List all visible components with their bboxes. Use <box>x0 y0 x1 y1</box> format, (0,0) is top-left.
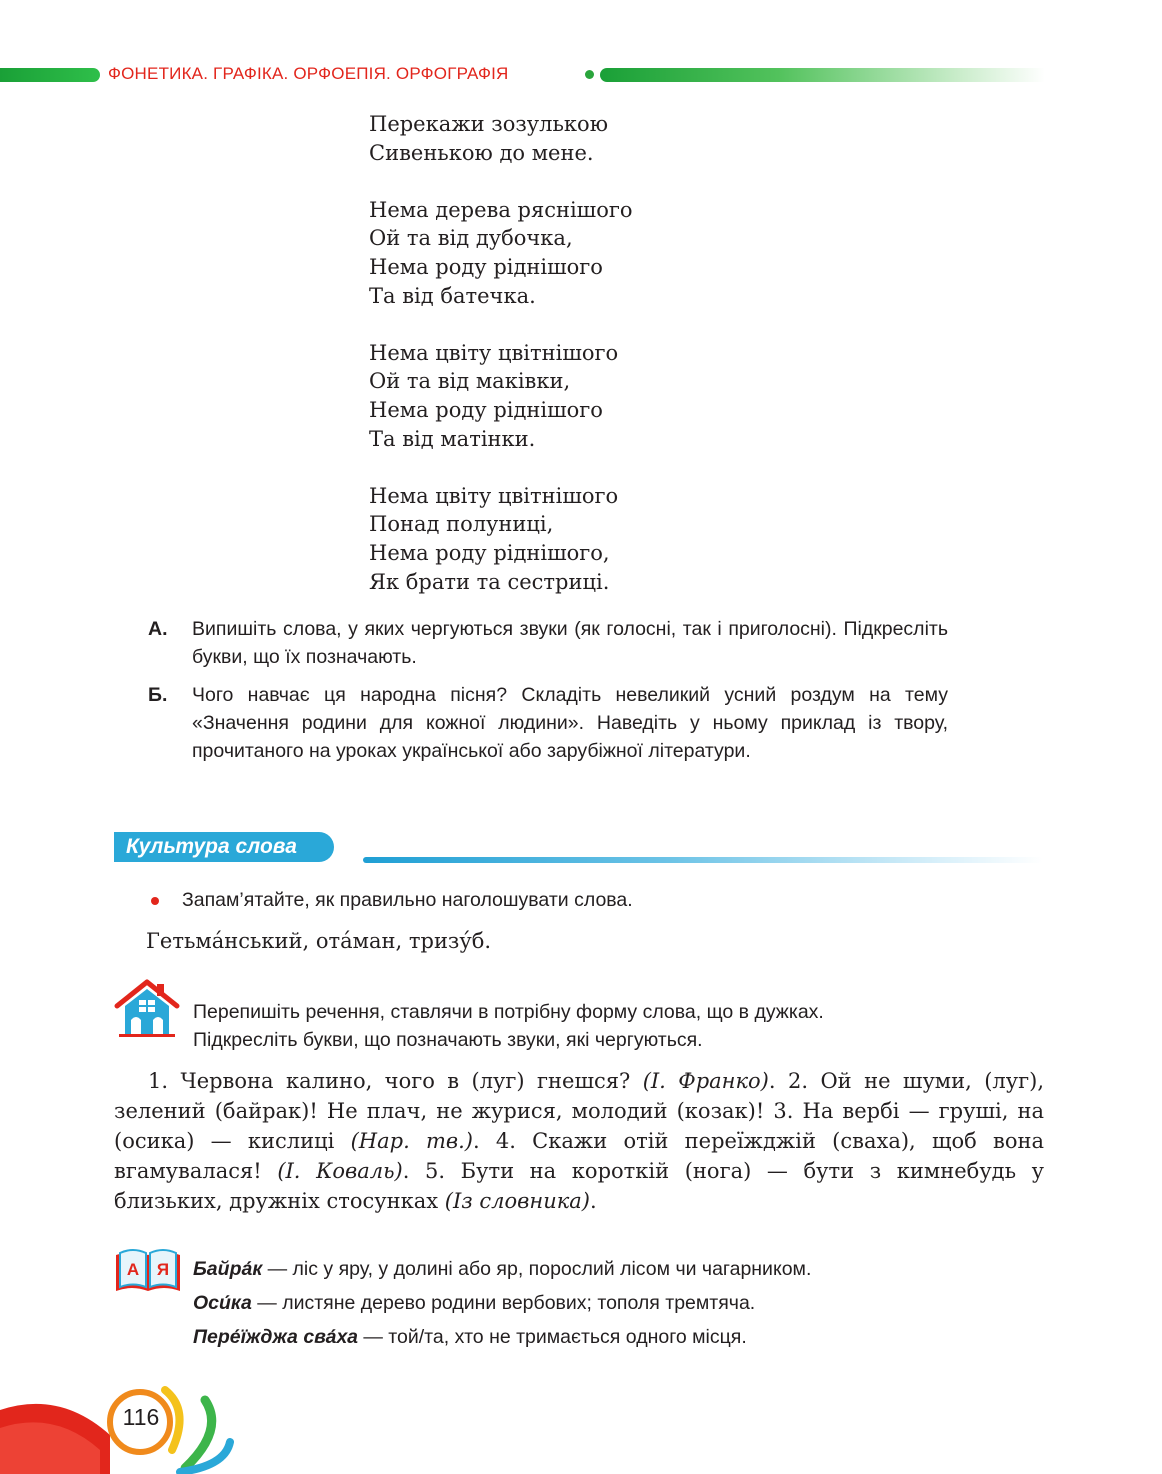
poem-line: Ой та від дубочка, <box>369 226 573 251</box>
culture-bullet: Запам’ятайте, як правильно наголошувати слова. <box>182 889 633 911</box>
source-citation: (І. Франко) <box>642 1069 769 1093</box>
exercise-segment: . 2. Ой не шуми, (луг), зелений (байрак)! Не плач, не журися, молодий (козак)! 3. На вербі — груші, на (осика) — кислиці <box>114 1069 1044 1153</box>
stress-words: Гетьма́нський, ота́ман, тризу́б. <box>146 929 492 953</box>
page-number: 116 <box>122 1404 160 1430</box>
instruction-line: Підкресліть букви, що позначають звуки, які чергуються. <box>193 1029 703 1051</box>
dictionary-book-icon <box>114 1245 182 1295</box>
exercise-segment: . <box>590 1189 597 1213</box>
poem-line: Ой та від маківки, <box>369 369 571 394</box>
header-dot <box>585 70 594 79</box>
dictionary-term: Оси́ка <box>193 1292 252 1314</box>
poem-stanza <box>369 196 633 310</box>
task-label: Б. <box>148 684 168 706</box>
poem-line: Та від батечка. <box>369 283 536 308</box>
dictionary-icon-letters: Я <box>156 1260 170 1279</box>
poem-stanza <box>369 339 633 453</box>
poem-line: Перекажи зозулькою <box>369 112 608 136</box>
poem-line: Як брати та сестриці. <box>369 569 610 594</box>
dictionary-entry <box>193 1320 811 1354</box>
culture-heading: Культура слова <box>114 832 334 862</box>
dictionary-definition: — листяне дерево родини вербових; тополя тремтяча. <box>251 1292 756 1314</box>
exercise-segment: 1. Червона калино, чого в (луг) гнешся? <box>148 1069 643 1093</box>
house-icon <box>113 978 181 1038</box>
task-b <box>148 681 948 765</box>
header-bar-right <box>600 68 1045 82</box>
poem-line: Понад полуниці, <box>369 512 554 537</box>
instruction-line: Перепишіть речення, ставлячи в потрібну форму слова, що в дужках. <box>193 1001 824 1023</box>
dictionary-definition: — той/та, хто не тримається одного місця. <box>357 1326 747 1348</box>
poem-line: Та від матінки. <box>369 426 536 451</box>
poem-line: Нема роду ріднішого, <box>369 540 610 565</box>
exercise-segment: . 5. Бути на короткій (нога) — бути з кимнебудь у близьких, дружніх стосунках <box>114 1159 1045 1213</box>
poem-stanza <box>369 110 633 167</box>
source-citation: (Із словника) <box>444 1189 590 1213</box>
dictionary-term: Байра́к <box>193 1258 263 1280</box>
dictionary-definition: — ліс у яру, у долині або яр, порослий лісом чи чагарником. <box>262 1258 812 1280</box>
task-text: Чого навчає ця народна пісня? Складіть невеликий усний роздум на тему «Значення родини для кожної людини». Наведіть у ньому приклад із твору, прочитаного на уроках української або зарубіжної літератури. <box>192 684 948 762</box>
task-label: А. <box>148 618 168 640</box>
task-text: Випишіть слова, у яких чергуються звуки (як голосні, так і приголосні). Підкресліть букви, що їх позначають. <box>192 618 948 668</box>
chapter-title: ФОНЕТИКА. ГРАФІКА. ОРФОЕПІЯ. ОРФОГРАФІЯ <box>108 64 509 83</box>
task-a <box>148 615 948 671</box>
header-bar-left <box>0 68 100 82</box>
source-citation: (І. Коваль) <box>277 1159 403 1183</box>
exercise-text <box>114 1066 1044 1216</box>
source-citation: (Нар. тв.) <box>350 1129 473 1153</box>
homework-instruction <box>193 998 824 1054</box>
dictionary-entry <box>193 1286 811 1320</box>
poem-line: Нема дерева ряснішого <box>369 197 633 222</box>
poem-line: Нема роду ріднішого <box>369 397 603 422</box>
poem-line: Сивенькою до мене. <box>369 140 594 165</box>
poem <box>369 110 633 596</box>
poem-stanza <box>369 482 633 596</box>
dictionary-icon-letters: А <box>126 1260 140 1279</box>
bullet-dot <box>151 897 159 905</box>
poem-line: Нема цвіту цвітнішого <box>369 340 619 365</box>
exercise-segment: . 4. Скажи отій переїжджій (сваха), щоб вона вгамувалася! <box>114 1129 1044 1183</box>
dictionary-term: Пере́їжджа сва́ха <box>193 1326 358 1348</box>
poem-line: Нема роду ріднішого <box>369 254 603 279</box>
dictionary-entry <box>193 1252 811 1286</box>
dictionary <box>193 1252 811 1354</box>
poem-line: Нема цвіту цвітнішого <box>369 483 619 508</box>
culture-divider <box>363 857 1043 863</box>
